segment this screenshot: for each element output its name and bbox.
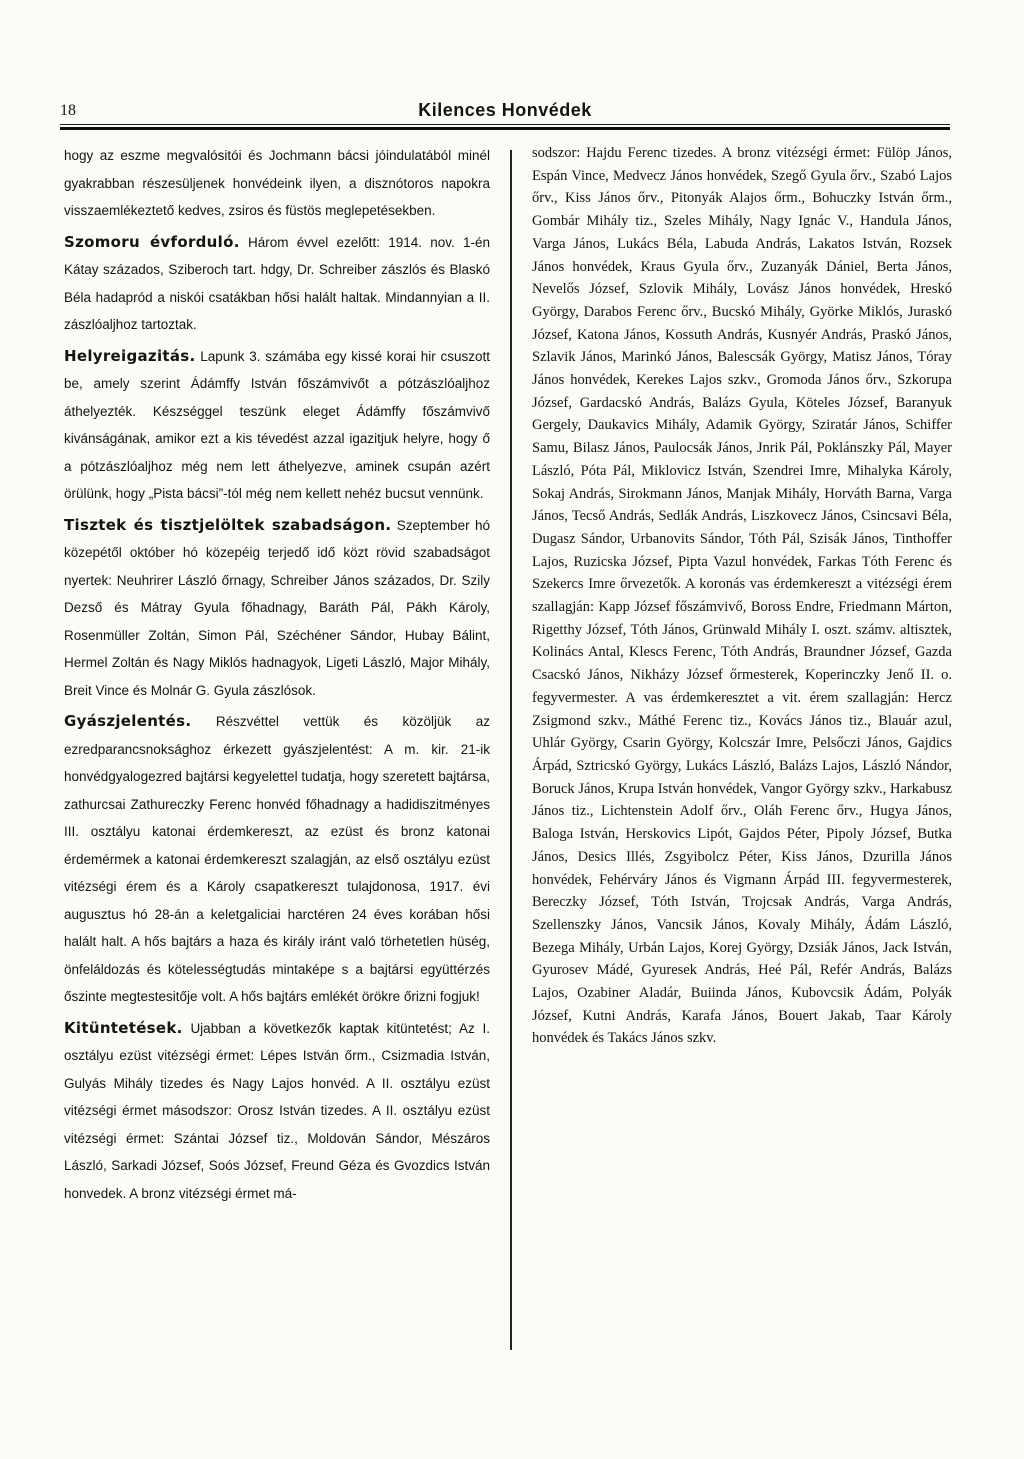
section-text: Szeptember hó közepétől október hó közepéig terjedő idő közt rövid szabadságot nyertek: Neuhrirer László őrnagy, Schreiber János százados, Dr. Szily Dezső és Mátray Gyula főhadnagy, Baráth Pál, Pákh Károly, Rosenmüller Zoltán, Simon Pál, Széchéner Sándor, Hubay Bálint, Hermel Zoltán és Nagy Miklós hadnagyok, Ligeti László, Major Mihály, Breit Vince és Molnár G. Gyula zászlósok.: [64, 517, 490, 698]
article-kituntetesek: [64, 1015, 490, 1208]
article-szabadsag: [64, 512, 490, 705]
section-heading: Tisztek és tisztjelöltek szabadságon.: [64, 515, 392, 534]
section-heading: Kitüntetések.: [64, 1018, 183, 1037]
header-rule-thick: [60, 127, 950, 130]
section-text: Lapunk 3. számába egy kissé korai hir csuszott be, amely szerint Ádámffy István főszámvivőt a pótzászlóaljhoz áthelyezték. Készséggel teszünk eleget Ádámffy főszámvivő kivánságának, amikor ezt a kis tévedést azzal igazitjuk helyre, hogy ő a pótzászlóaljhoz még nem lett áthelyezve, aminek csupán azért örülünk, hogy „Pista bácsi”-tól még nem kellett nehéz bucsut vennünk.: [64, 348, 490, 501]
header-rule-thin: [60, 124, 950, 125]
section-heading: Gyászjelentés.: [64, 712, 192, 730]
section-text: Három évvel ezelőtt: 1914. nov. 1-én Kátay százados, Sziberoch tart. hdgy, Dr. Schreiber zászlós és Blaskó Béla hadapród a niskói csatákban hősi halált haltak. Mindannyian a II. zászlóaljhoz tartoztak.: [64, 234, 490, 332]
intro-paragraph: hogy az eszme megvalósitói és Jochmann bácsi jóindulatából minél gyakrabban részesüljenek honvédeink ilyen, a disznótoros napokra visszaemlékeztető kedves, zsiros és füstös meglepetésekben.: [64, 148, 490, 218]
article-szomoru-evfordulo: [64, 229, 490, 339]
article-helyreigazitas: [64, 343, 490, 508]
section-text: Részvéttel vettük és közöljük az ezredparancsnoksághoz érkezett gyászjelentést: A m. kir. 21-ik honvédgyalogezred bajtársi kegyelettel tudatja, hogy szeretett bajtársa, zathurcsai Zathureczky Ferenc honvéd főhadnagy a hadidiszitményes III. osztályu katonai érdemkereszt, az ezüst és bronz katonai érdemérmek a katonai érdemkereszt szalagján, az első osztályu ezüst vitézségi érem és a Károly csapatkereszt tulajdonosa, 1917. évi augusztus hó 28-án a keletgaliciai harctéren 24 éves korában hősi halált halt. A hős bajtárs a haza és király iránt való törhetetlen hüség, önfeláldozás és kötelességtudás mintaképe s a bajtársi együttérzés őszinte megtestesitője volt. A hős bajtárs emlékét örökre őrizni fogjuk!: [64, 714, 490, 1004]
publication-title: Kilences Honvédek: [418, 100, 592, 120]
column-divider: [510, 150, 512, 1350]
page-number: 18: [60, 102, 76, 119]
right-column: [532, 142, 952, 1362]
section-text: Ujabban a következők kaptak kitüntetést; Az I. osztályu ezüst vitézségi érmet: Lépes István őrm., Csizmadia István, Gulyás Mihály tizedes és Nagy Lajos honvéd. A II. osztályu ezüst vitézségi érmet másodszor: Orosz István tizedes. A II. osztályu ezüst vitézségi érmet: Szántai József tiz., Moldován Sándor, Mészáros László, Sarkadi József, Soós József, Freund Géza és Gvozdics István honvedek. A bronz vitézségi érmet má-: [64, 1020, 490, 1201]
left-column: [64, 142, 490, 1372]
page-header: [60, 100, 950, 126]
article-gyaszjelentes: [64, 708, 490, 1011]
section-heading: Szomoru évforduló.: [64, 232, 240, 251]
kituntetesek-continued: sodszor: Hajdu Ferenc tizedes. A bronz vitézségi érmet: Fülöp János, Espán Vince, Medvecz János honvédek, Szegő Gyula őrv., Szabó Lajos őrv., Kiss János őrv., Pitonyák Alajos őrm., Bohuczky István őrm., Gombár Mihály tiz., Szeles Mihály, Nagy Ignác V., Handula János, Varga János, Lukács Béla, Labuda András, Lakatos István, Rozsek János honvédek, Kraus Gyula őrv., Zuzanyák Dániel, Berta János, Nevelős József, Szlovik Mihály, Lovász János honvédek, Hreskó György, Darabos Ferenc őrv., Bucskó Mihály, Györke Miklós, Juraskó József, Katona János, Kossuth András, Kusnyér András, Praskó János, Szlavik János, Marinkó János, Balescsák György, Matisz János, Tóray János honvédek, Kerekes Lajos szkv., Gromoda János őrv., Szkorupa József, Gardacskó András, Balázs Gyula, Köteles József, Baranyuk Gergely, Daukavics Mihály, Adamik György, Sziratár János, Schiffer Samu, Bilasz János, Paulocsák János, Jnrik Pál, Poklánszky Pál, Mayer László, Póta Pál, Miklovicz István, Szendrei Imre, Mihalyka Károly, Sokaj András, Sirokmann János, Manjak Mihály, Horváth Barna, Varga János, Tecső András, Sedlák András, Liszkovecz János, Csincsavi Béla, Dugasz Sándor, Urbanovits Sándor, Tóth Pál, Szisák János, Tinthoffer Lajos, Ruzicska József, Pipta Vazul honvédek, Farkas Tóth Ferenc és Szekercs Imre őrvezetők. A koronás vas érdemkereszt a vitézségi érem szallagján: Kapp József főszámvivő, Boross Endre, Friedmann Márton, Rigetthy József, Tóth János, Grünwald Mihály I. oszt. számv. altisztek, Kolinács Antal, Klescs Ferenc, Tóth András, Braundner József, Gazda Csacskó János, Nikházy József őrmesterek, Koperinczky Jenő II. o. fegyvermester. A vas érdemkeresztet a vit. érem szallagján: Hercz Zsigmond szkv., Máthé Ferenc tiz., Kovács János tiz., Blauár azul, Uhlár György, Csarin György, Kolcszár Imre, Pelsőczi János, Gajdics Árpád, Sztricskó György, Lukács László, Balázs Lajos, László Nándor, Boruck János, Krupa István honvédek, Vangor György szkv., Harkabusz János tiz., Lichtenstein Adolf őrv., Oláh Ferenc őrv., Hugya János, Baloga István, Herskovics Lipót, Gajdos Péter, Pipoly József, Butka János, Desics Illés, Zsgyibolcz Péter, Kiss János, Dzurilla János honvédek, Fehérváry János és Vigmann Árpád III. fegyvermesterek, Bereczky József, Tóth István, Trojcsak András, Varga András, Szellenszky János, Vancsik János, Kovaly Mihály, Ádám László, Bezega Mihály, Urbán Lajos, Korej György, Dzsiák János, Jack István, Gyurosev Mádé, Gyuresek András, Heé Pál, Refér András, Balázs Lajos, Ozabiner Aladár, Buiinda János, Kubovcsik Ádám, Polyák József, Kutni András, Karafa János, Bouert Jakab, Taar Károly honvédek és Takács János szkv.: [532, 145, 952, 1047]
section-heading: Helyreigazitás.: [64, 346, 196, 365]
